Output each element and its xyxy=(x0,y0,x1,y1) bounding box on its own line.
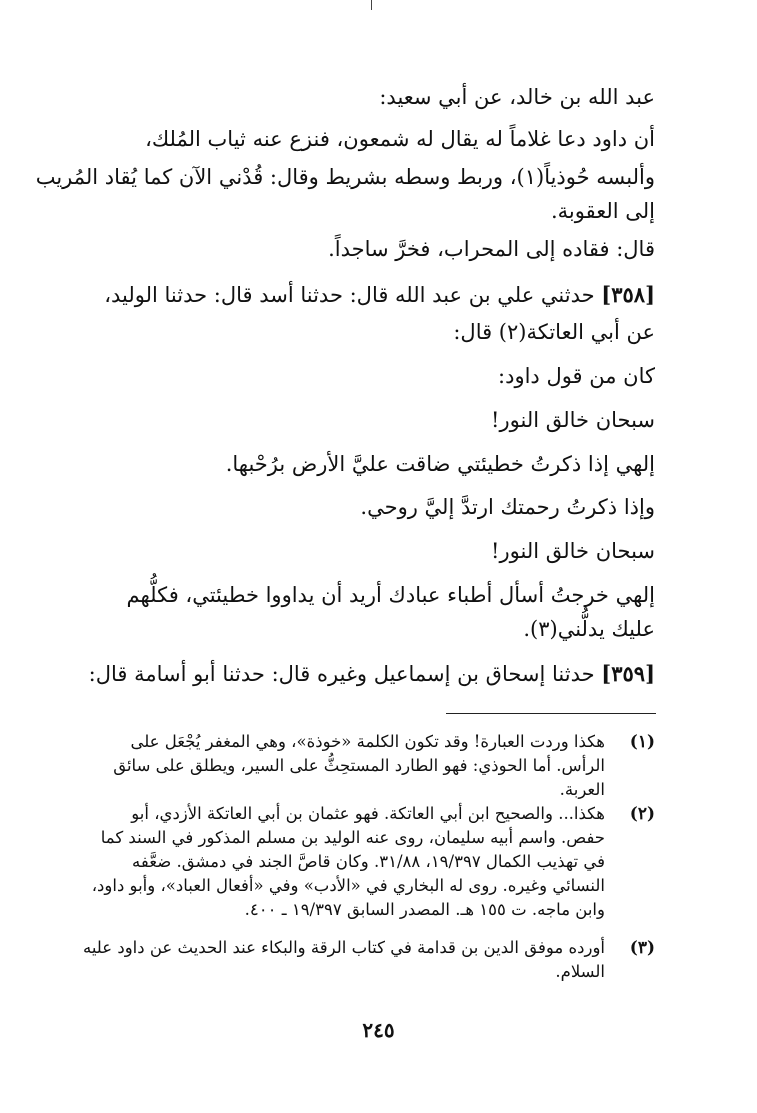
footnote-marker: (١) xyxy=(629,732,655,752)
text-line: إلهي خرجتُ أسأل أطباء عبادك أريد أن يداووا خطيئتي، فكلُّهم xyxy=(126,583,655,607)
text-line: عبد الله بن خالد، عن أبي سعيد: xyxy=(379,85,655,109)
footnote-line: هكذا... والصحيح ابن أبي العاتكة. فهو عثمان بن أبي العاتكة الأزدي، أبو xyxy=(131,804,605,823)
footnote-line: في تهذيب الكمال ١٩/٣٩٧، ٣١/٨٨. وكان قاصَّ الجند في دمشق. ضعَّفه xyxy=(132,852,605,871)
footnote-line: السلام. xyxy=(555,962,605,981)
text-line: عن أبي العاتكة(٢) قال: xyxy=(453,320,655,344)
text-line: وإذا ذكرتُ رحمتك ارتدَّ إليَّ روحي. xyxy=(360,495,655,519)
footnote-line: حفص. واسم أبيه سليمان، روى عنه الوليد بن مسلم المذكور في السند كما xyxy=(100,828,605,847)
footnote-line: الرأس. أما الحوذي: فهو الطارد المستحِثُّ على السير، ويطلق على سائق xyxy=(113,756,605,775)
hadith-number: [٣٥٩] xyxy=(601,661,655,686)
text-line: عليك يدلُّني(٣). xyxy=(523,617,655,641)
footnote-marker: (٣) xyxy=(629,938,655,958)
text-line: وألبسه حُوذياً(١)، وربط وسطه بشريط وقال: قُدْني الآن كما يُقاد المُريب xyxy=(35,165,655,189)
text-line: كان من قول داود: xyxy=(498,364,655,388)
text-line: إلى العقوبة. xyxy=(550,199,655,223)
footnote-line: العربة. xyxy=(559,780,605,799)
page-number: ٢٤٥ xyxy=(362,1018,395,1042)
hadith-line: [٣٥٩] حدثنا إسحاق بن إسماعيل وغيره قال: حدثنا أبو أسامة قال: xyxy=(88,661,655,686)
footnote-separator xyxy=(446,713,656,714)
footnote-line: وابن ماجه. ت ١٥٥ هـ. المصدر السابق ١٩/٣٩٧ ـ ٤٠٠. xyxy=(244,900,605,919)
text-line: سبحان خالق النور! xyxy=(491,408,655,432)
footnote-marker: (٢) xyxy=(629,804,655,824)
text-line: سبحان خالق النور! xyxy=(491,539,655,563)
footnote-line: النسائي وغيره. روى له البخاري في «الأدب» وفي «أفعال العباد»، وأبو داود، xyxy=(91,876,605,895)
text-line: قال: فقاده إلى المحراب، فخرَّ ساجداً. xyxy=(328,237,655,261)
text-line: إلهي إذا ذكرتُ خطيئتي ضاقت عليَّ الأرض برُحْبها. xyxy=(225,452,655,476)
crop-mark xyxy=(371,0,372,10)
text-line: أن داود دعا غلاماً له يقال له شمعون، فنزع عنه ثياب المُلك، xyxy=(145,127,655,151)
footnote-line: أورده موفق الدين بن قدامة في كتاب الرقة والبكاء عند الحديث عن داود عليه xyxy=(82,938,605,957)
hadith-line: [٣٥٨] حدثني علي بن عبد الله قال: حدثنا أسد قال: حدثنا الوليد، xyxy=(104,282,655,307)
footnote-line: هكذا وردت العبارة! وقد تكون الكلمة «خوذة»، وهي المغفر يُجْعَل على xyxy=(130,732,605,751)
hadith-number: [٣٥٨] xyxy=(601,282,655,307)
